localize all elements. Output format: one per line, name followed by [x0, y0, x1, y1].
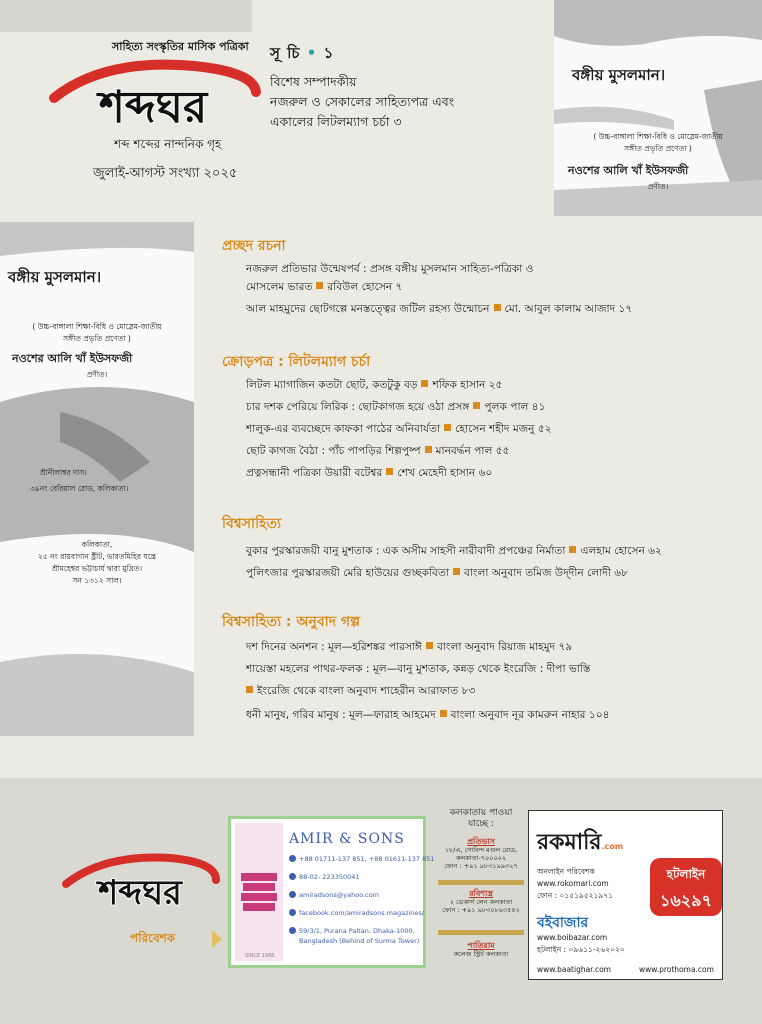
baatighar-url[interactable]: www.baatighar.com: [537, 965, 611, 974]
cover-left-press2: শ্রীমহেশ্বর ভট্টাচার্য দ্বারা মুদ্রিত।: [51, 564, 143, 573]
entry-title: শালুক-এর ব্যবচ্ছেদে কাফকা পাঠের অনিবার্যতা: [246, 423, 441, 435]
rokomari-logo: [537, 825, 623, 862]
entry-title: চার দশক পেরিয়ে লিরিক : ছোটকাগজ হয়ে ওঠা প্রসঙ্গ: [246, 401, 470, 413]
kolkata-shop1: [438, 838, 524, 870]
hotline-label: হটলাইন: [666, 867, 706, 881]
distributor-label: পরিবেশক: [130, 931, 176, 945]
rokomari-logo-suffix: .com: [601, 842, 624, 851]
cover-left-line1: ( উচ্চ-বাঙ্গালা শিক্ষা-বিধি ও মোস্লেম-জাতীয়: [32, 322, 162, 331]
shop1-phone: ফোন : +৯১ ৯৮৩১৯৯৩২৭: [444, 862, 518, 870]
special-editorial-line3: একালের লিটলম্যাগ চর্চা ৩: [270, 114, 402, 129]
entry-title: নজরুল প্রতিভার উন্মেষপর্ব : প্রসঙ্গ বঙ্গীয় মুসলমান সাহিত্য-পত্রিকা ও: [246, 263, 534, 275]
books-icon: [235, 823, 283, 961]
phone-icon: [289, 855, 296, 862]
section-heading-translated-stories: বিশ্বসাহিত্য : অনুবাদ গল্প: [222, 614, 361, 630]
toc-heading-text: সূ চি: [270, 44, 301, 62]
special-editorial-line2: নজরুল ও সেকালের সাহিত্যপত্র এবং: [270, 94, 455, 109]
cover-left-line2: সঙ্গীত প্রভৃতি প্রণেতা ): [63, 334, 131, 343]
entry-author: এলহাম হোসেন ৬২: [580, 545, 662, 557]
toc-entry: [246, 378, 502, 395]
hotline-badge: [650, 858, 722, 916]
magazine-logo: [44, 58, 262, 136]
toc-entry: [246, 544, 662, 561]
cover-line1: ( উচ্চ-বাঙ্গালা শিক্ষা-বিধি ও মোস্লেম-জাতীয়: [593, 132, 723, 141]
kolkata-shop2: [438, 890, 524, 914]
footer-logo-text: শব্দঘর: [98, 873, 182, 913]
amir-facebook-text: facebook.com/amiradsons.magazines/: [299, 909, 425, 917]
prothoma-url[interactable]: www.prothoma.com: [639, 965, 714, 974]
entry-author: মানবর্দ্ধন পাল ৫৫: [435, 445, 510, 457]
bullet-square: [473, 402, 480, 409]
amir-facebook[interactable]: [289, 909, 424, 917]
cover-left-author: নওশের আলি খাঁ ইউসফজী: [12, 352, 133, 365]
toc-entry: [246, 400, 546, 417]
section-heading-supplement: ক্রোড়পত্র : লিটলম্যাগ চর্চা: [222, 354, 371, 370]
toc-entry: [246, 466, 492, 483]
cover-pronito: প্রণীত।: [647, 182, 669, 191]
special-editorial-title: বিশেষ সম্পাদকীয়: [270, 74, 357, 89]
entry-author: রবিউল হোসেন ৭: [327, 281, 403, 293]
entry-title: ধনী মানুষ, গরিব মানুষ : মূল—ফারাহ আহমেদ: [246, 709, 436, 721]
bullet-square: [569, 546, 576, 553]
amir-email[interactable]: [289, 891, 379, 899]
toc-number: ১: [323, 44, 335, 62]
divider: [438, 880, 524, 885]
bullet-square: [444, 424, 451, 431]
shop2-name: রবিশাস্ত্র: [469, 889, 493, 898]
entry-author: বাংলা অনুবাদ রিয়াজ মাহমুদ ৭৯: [436, 641, 573, 653]
amir-phone1-text: +88 01711-137 851, +88 01611-137 851: [299, 855, 435, 863]
bullet-square: [440, 710, 447, 717]
bullet-square: [246, 686, 253, 693]
entry-title: ছোট কাগজ বৈঠা : পাঁচ পাপড়ির শিল্পপুষ্প: [246, 445, 421, 457]
amir-address1: [289, 927, 415, 935]
cover-left-title: বঙ্গীয় মুসলমান।: [8, 268, 102, 286]
kolkata-shop3: [438, 942, 524, 958]
entry-author: মো. আবুল কালাম আজাদ ১৭: [504, 303, 633, 315]
bullet-square: [453, 568, 460, 575]
toc-dot: •: [306, 44, 318, 62]
facebook-icon: [289, 909, 296, 916]
entry-title: মোসলেম ভারত: [246, 281, 313, 293]
shop3-name: পাতিরাম: [467, 941, 495, 950]
amir-est: SINCE 1988: [245, 953, 275, 959]
toc-entry: [246, 566, 628, 583]
special-editorial: [270, 72, 454, 132]
hotline-number: ১৬২৯৭: [660, 891, 712, 910]
cover-author: নওশের আলি খাঁ ইউসফজী: [568, 164, 689, 177]
entry-author: পুলক পাল ৪১: [484, 401, 546, 413]
amir-address1-text: 59/3/1, Purana Paltan, Dhaka-1000,: [299, 927, 415, 935]
footer-logo: [60, 852, 220, 916]
bullet-square: [386, 468, 393, 475]
amir-phone2-text: 88-02- 223350041: [299, 873, 360, 881]
rokomari-url[interactable]: www.rokomari.com: [537, 879, 609, 888]
toc-entry: [246, 640, 572, 657]
cover-image-left: [0, 222, 194, 736]
boibazar-logo: বইবাজার: [537, 915, 589, 931]
amir-email-text: amiradsons@yahoo.com: [299, 891, 380, 899]
kolkata-heading: কলকাতায় পাওয়া যাচ্ছে :: [449, 808, 513, 829]
toc-entry: [246, 422, 552, 439]
online-label: অনলাইন পরিবেশক: [537, 867, 595, 876]
header-strip: [0, 0, 252, 32]
cover-left-city: কলিকাতা,: [81, 540, 113, 549]
entry-author: ইংরেজি থেকে বাংলা অনুবাদ শাহেরীন আরাফাত ৮৩: [257, 685, 476, 697]
entry-title: দশ দিনের অনশন : মূল—হরিশঙ্কর পারসাঈ: [246, 641, 422, 653]
phone-icon: [289, 873, 296, 880]
entry-author: বাংলা অনুবাদ তমিজ উদ্‌দীন লোদী ৬৮: [463, 567, 629, 579]
entry-author: হোসেন শহীদ মজনু ৫২: [455, 423, 552, 435]
toc-entry: [246, 262, 533, 279]
shop1-name: প্রতিভাস: [467, 837, 495, 846]
section-heading-cover-story: প্রচ্ছদ রচনা: [222, 238, 286, 254]
cover-left-pronito: প্রণীত।: [86, 370, 108, 379]
toc-entry: [246, 280, 402, 297]
bullet-square: [421, 380, 428, 387]
cover-line2: সঙ্গীত প্রভৃতি প্রণেতা ): [624, 144, 692, 153]
cover-left-year: সন ১৩১২ সাল।: [72, 576, 122, 585]
entry-author: শেখ মেহেদী হাসান ৬০: [397, 467, 493, 479]
cover-left-address: ৩৯নং বেরিয়াল রোড, কলিকাতা।: [30, 484, 129, 493]
entry-title: প্রত্নসন্ধানী পত্রিকা উয়ারী বটেশ্বর: [246, 467, 383, 479]
toc-entry: [246, 684, 475, 701]
toc-entry: [246, 444, 510, 461]
toc-heading: [270, 42, 334, 67]
amir-phone1: [289, 855, 435, 863]
location-icon: [289, 927, 296, 934]
toc-entry: [246, 662, 591, 679]
bullet-square: [426, 642, 433, 649]
amir-address2: Bangladesh (Behind of Surma Tower): [299, 937, 420, 945]
logo-text: শব্দঘর: [98, 82, 208, 133]
toc-entry: [246, 708, 609, 725]
bullet-square: [494, 304, 501, 311]
rokomari-logo-text: রকমারি: [537, 830, 602, 855]
shop2-phone: ফোন : +৯১ ৯৮৩০৮৯৩৫৪২: [442, 906, 520, 914]
boibazar-url[interactable]: www.boibazar.com: [537, 933, 608, 942]
shop3-address: কলেজ স্ট্রিট কলকাতা: [453, 950, 509, 958]
entry-title: আল মাহমুদের ছোটগল্পে মনস্তত্ত্বের জটিল রহস্য উন্মোচন: [246, 303, 490, 315]
divider: [438, 930, 524, 935]
email-icon: [289, 891, 296, 898]
bullet-square: [316, 282, 323, 289]
entry-title: পুলিৎজার পুরস্কারজয়ী মেরি হাউয়ের গুচ্ছকবিতা: [246, 567, 449, 579]
masthead-tagline: সাহিত্য সংস্কৃতির মাসিক পত্রিকা: [112, 40, 249, 53]
masthead-subtitle: শব্দ শব্দের নান্দনিক গৃহ: [114, 137, 222, 151]
shop1-address: ১৮/এ, গোবিন্দ মণ্ডল রোড, কলকাতা-৭০০০০২: [444, 846, 518, 862]
entry-title: বুকার পুরস্কারজয়ী বানু মুশতাক : এক অসীম সাহসী নারীবাদী প্রপঞ্চের নির্মাতা: [246, 545, 566, 557]
entry-title: লিটল ম্যাগাজিন কতটা ছোট, কতটুকু বড়: [246, 379, 418, 391]
brush-texture-left: [0, 222, 194, 736]
section-heading-world-literature: বিশ্বসাহিত্য: [222, 516, 282, 532]
toc-entry: [246, 302, 632, 319]
bullet-square: [425, 446, 432, 453]
cover-left-press1: ২৫ নং রায়বাগান ষ্ট্রীট, ভারতমিহির যন্ত্রে: [38, 552, 156, 561]
issue-label: জুলাই-আগস্ট সংখ্যা ২০২৫: [93, 166, 238, 181]
arrow-icon: [212, 930, 222, 948]
cover-left-publisher: শ্রীনীলাম্বর দাস।: [40, 468, 87, 477]
cover-image-top: [554, 0, 762, 216]
entry-title: শায়েস্তা মহলের পাথর-ফলক : মূল—বানু মুশতাক, কন্নড় থেকে ইংরেজি : দীপা ভাস্তি: [246, 663, 591, 675]
amir-sons-name: AMIR & SONS: [289, 831, 405, 847]
entry-author: বাংলা অনুবাদ নূর কামরুন নাহার ১০৪: [450, 709, 610, 721]
cover-title: বঙ্গীয় মুসলমান।: [572, 66, 666, 84]
amir-phone2: [289, 873, 360, 881]
rokomari-phone: ফোন : ০১৫১৯৫২১৯৭১: [537, 891, 614, 900]
entry-author: শফিক হাসান ২৫: [432, 379, 503, 391]
shop2-address: ২ ডেকার্স লেন কলকাতা: [449, 898, 513, 906]
amir-sons-ad: [228, 816, 435, 968]
boibazar-phone: হটলাইন : ০৯৬১১-২৬২০২০: [537, 945, 625, 954]
